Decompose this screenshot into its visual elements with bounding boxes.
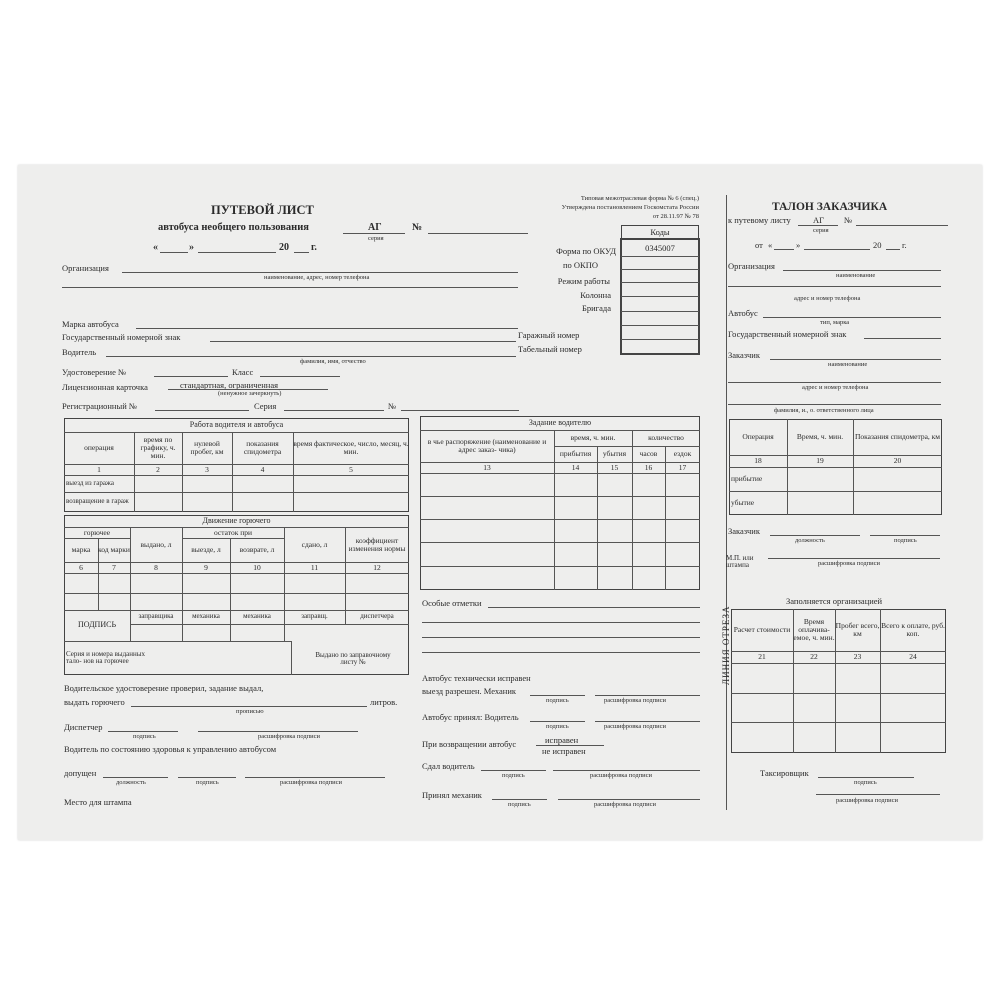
tax-decipher-caption: расшифровка подписи	[836, 797, 899, 804]
task-col-whom: в чье распоряжение (наименование и адрес заказ- чика)	[427, 437, 547, 454]
talon-ops-col-time: Время, ч. мин.	[796, 432, 844, 442]
talon-org-addr-field[interactable]	[728, 286, 941, 287]
date-quote-open: «	[153, 242, 158, 253]
talon-ops-col-speedometer: Показания спидометра, км	[854, 432, 941, 442]
talon-cost-col-paid-time: Время оплачива- емое, ч. мин.	[793, 617, 835, 642]
license-caption: (ненужное зачеркнуть)	[218, 390, 282, 397]
talon-number-field[interactable]	[856, 225, 948, 226]
talon-ops-num-20: 20	[893, 456, 902, 466]
dispatcher-decipher-caption: расшифровка подписи	[258, 733, 321, 740]
handed-sign-caption: подпись	[502, 772, 525, 779]
admitted-label: допущен	[64, 768, 97, 778]
driver-label: Водитель	[62, 347, 97, 357]
task-num-17: 17	[678, 462, 687, 472]
task-col-hours: часов	[639, 449, 658, 459]
talon-from-label: от	[755, 240, 763, 250]
admitted-sign-caption: подпись	[196, 779, 219, 786]
org-caption: наименование, адрес, номер телефона	[264, 274, 370, 281]
plate-label: Государственный номерной знак	[62, 332, 181, 342]
waybill-sheet	[18, 165, 982, 840]
fuel-num-11: 11	[310, 562, 319, 572]
driver-decipher-field[interactable]	[595, 721, 700, 722]
dispatcher-decipher-field[interactable]	[198, 731, 358, 732]
fuel-coupons-label: Серия и номера выданных тало- нов на горючее	[66, 649, 145, 665]
driver-decipher-caption: расшифровка подписи	[604, 723, 667, 730]
on-return-label: При возвращении автобус	[422, 739, 517, 749]
talon-plate-field[interactable]	[864, 338, 941, 339]
handed-driver-label: Сдал водитель	[422, 761, 475, 771]
driver-sign-field[interactable]	[530, 721, 585, 722]
on-return-not-ok: не исправен	[542, 746, 586, 756]
accepted-mechanic-label: Принял механик	[422, 790, 482, 800]
work-num-4: 4	[260, 464, 265, 474]
talon-plate-label: Государственный номерной знак	[728, 329, 847, 339]
brand-label: Марка автобуса	[62, 319, 119, 329]
talon-year: 20	[873, 240, 882, 250]
accepted-decipher-field[interactable]	[558, 799, 700, 800]
fuel-col-coef: коэффициент изменения нормы	[348, 535, 406, 553]
talon-decipher-field[interactable]	[768, 558, 940, 559]
tax-sign-caption: подпись	[854, 779, 877, 786]
tax-decipher-field[interactable]	[816, 794, 940, 795]
talon-cost-num-22: 22	[810, 652, 818, 662]
fuel-num-6: 6	[79, 562, 83, 572]
talon-series-value: АГ	[813, 215, 825, 225]
id-label: Удостоверение №	[62, 367, 127, 377]
okud-value: 0345007	[645, 243, 675, 253]
date-year-field[interactable]	[294, 252, 309, 253]
filled-by-org-label: Заполняется организацией	[786, 596, 883, 606]
admitted-sign-field[interactable]	[178, 777, 236, 778]
dispatcher-sign-field[interactable]	[108, 731, 178, 732]
work-col-schedule: время по графику, ч. мин.	[140, 435, 176, 460]
fuel-num-8: 8	[154, 562, 158, 572]
talon-org-name-caption: наименование	[836, 272, 876, 279]
mechanic-sign-field[interactable]	[530, 695, 585, 696]
task-num-14: 14	[571, 462, 580, 472]
talon-bus-label: Автобус	[728, 308, 758, 318]
fuel-issued-by-sheet: Выдано по заправочному листу №	[315, 650, 391, 666]
task-num-15: 15	[610, 462, 619, 472]
talon-org-field[interactable]	[783, 270, 941, 271]
admitted-position-caption: должность	[116, 779, 146, 786]
talon-cost-num-23: 23	[853, 652, 862, 662]
talon-customer-sign-field[interactable]	[870, 535, 940, 536]
number-label: №	[412, 222, 423, 233]
class-label: Класс	[232, 367, 254, 377]
org-label: Организация	[62, 263, 109, 273]
talon-customer-sign-caption: подпись	[894, 537, 917, 544]
talon-responsible-caption: фамилия, и., о. ответственного лица	[774, 407, 874, 414]
talon-year-field[interactable]	[886, 249, 900, 250]
form-info-line1: Типовая межотраслевая форма № 6 (спец.)	[580, 195, 699, 202]
talon-ops-row-arrival: прибытие	[731, 474, 763, 484]
reg-number-label: №	[388, 401, 397, 411]
fuel-sign-role-3: механика	[243, 612, 271, 621]
talon-year-suffix: г.	[902, 240, 907, 250]
task-num-13: 13	[483, 462, 491, 472]
exit-allowed-label: выезд разрешен. Механик	[422, 686, 517, 696]
talon-bus-field[interactable]	[763, 317, 941, 318]
talon-number-label: №	[844, 215, 853, 225]
talon-customer-addr-field[interactable]	[728, 382, 941, 383]
date-year-suffix: г.	[311, 242, 317, 253]
accepted-decipher-caption: расшифровка подписи	[594, 801, 657, 808]
codes-header: Коды	[650, 227, 670, 237]
dispatcher-label: Диспетчер	[64, 722, 103, 732]
admitted-decipher-caption: расшифровка подписи	[280, 779, 343, 786]
fuel-col-return: возврате, л	[239, 545, 275, 555]
tax-label: Таксировщик	[760, 768, 809, 778]
plate-field[interactable]	[210, 341, 516, 342]
org-field-2[interactable]	[62, 287, 518, 288]
license-label: Лицензионная карточка	[62, 382, 148, 392]
tabel-label: Табельный номер	[518, 344, 582, 354]
mechanic-decipher-caption: расшифровка подписи	[604, 697, 667, 704]
fuel-sign-role-2: механика	[192, 612, 220, 621]
cut-line	[726, 195, 727, 810]
series-caption: серия	[368, 235, 384, 242]
mechanic-decipher-field[interactable]	[595, 695, 700, 696]
special-marks-line-2[interactable]	[422, 622, 700, 623]
org-field[interactable]	[122, 272, 518, 273]
talon-day-field[interactable]	[774, 249, 794, 250]
work-col-operation: операция	[84, 443, 114, 453]
task-col-trips: ездок	[673, 449, 692, 459]
special-marks-label: Особые отметки	[422, 598, 482, 608]
fuel-sign-role-5: диспетчера	[360, 612, 394, 621]
fuel-col-brand: марка	[71, 545, 91, 555]
task-num-16: 16	[644, 462, 653, 472]
talon-decipher-caption: расшифровка подписи	[818, 560, 881, 567]
okpo-label: по ОКПО	[562, 260, 598, 270]
talon-customer-addr-caption: адрес и номер телефона	[802, 384, 869, 391]
fuel-caption: прописью	[236, 708, 264, 715]
work-col-speedometer: показания спидометра	[243, 439, 282, 456]
talon-quote-close: »	[796, 240, 801, 250]
work-num-2: 2	[156, 464, 160, 474]
task-table-title: Задание водителю	[528, 417, 592, 427]
talon-cost-num-21: 21	[758, 652, 766, 662]
fuel-sign-role-1: заправщика	[138, 612, 174, 621]
talon-customer-field[interactable]	[770, 359, 941, 360]
number-field[interactable]	[428, 233, 528, 234]
brigade-label: Бригада	[581, 303, 611, 313]
accepted-sign-caption: подпись	[508, 801, 531, 808]
fuel-col-fuel: горючее	[83, 527, 111, 537]
on-return-ok: исправен	[545, 735, 579, 745]
driver-sign-caption: подпись	[546, 723, 569, 730]
task-col-qty: количество	[648, 433, 684, 443]
fuel-units: литров.	[370, 697, 398, 707]
special-marks-line-3[interactable]	[422, 637, 700, 638]
talon-ops-row-departure: убытие	[731, 498, 755, 508]
special-marks-line-4[interactable]	[422, 652, 700, 653]
talon-quote-open: «	[768, 240, 773, 250]
handed-decipher-field[interactable]	[553, 770, 700, 771]
health-line: Водитель по состоянию здоровья к управлению автобусом	[64, 744, 277, 754]
accepted-sign-field[interactable]	[492, 799, 547, 800]
fuel-num-10: 10	[253, 562, 261, 572]
okud-label: Форма по ОКУД	[556, 246, 616, 256]
special-marks-field[interactable]	[488, 607, 700, 608]
class-field[interactable]	[260, 376, 340, 377]
fuel-issue-line: выдать горючего	[64, 697, 125, 707]
talon-ops-num-18: 18	[754, 456, 762, 466]
work-col-actual-time: время фактическое, число, месяц, ч. мин.	[293, 439, 409, 456]
handed-decipher-caption: расшифровка подписи	[590, 772, 653, 779]
work-num-1: 1	[97, 464, 101, 474]
date-year: 20	[279, 242, 289, 253]
work-table-title: Работа водителя и автобуса	[189, 419, 284, 429]
fuel-col-handed: сдано, л	[301, 539, 328, 549]
talon-cost-col-calc: Расчет стоимости	[733, 625, 791, 635]
fuel-num-12: 12	[373, 562, 381, 572]
talon-customer-position-field[interactable]	[770, 535, 860, 536]
talon-cost-col-total: Всего к оплате, руб. коп.	[881, 621, 945, 638]
talon-customer-sign-label: Заказчик	[728, 526, 760, 536]
on-return-divider	[536, 745, 604, 746]
form-info-line3: от 28.11.97 № 78	[652, 213, 699, 220]
talon-series-caption: серия	[813, 227, 829, 234]
talon-ops-col-operation: Операция	[742, 432, 774, 442]
talon-customer-caption: наименование	[828, 361, 868, 368]
talon-customer-label: Заказчик	[728, 350, 760, 360]
talon-org-label: Организация	[728, 261, 775, 271]
work-row-return: возвращение в гараж	[66, 497, 129, 506]
work-row-exit: выезд из гаража	[66, 478, 114, 487]
talon-month-field[interactable]	[804, 249, 870, 250]
column-label: Колонна	[580, 290, 611, 300]
date-month-field[interactable]	[198, 252, 276, 253]
driver-field[interactable]	[106, 356, 516, 357]
task-col-time: время, ч. мин.	[570, 433, 616, 443]
series-value: АГ	[368, 222, 382, 233]
task-col-departure: убытия	[602, 449, 627, 459]
cut-line-label: ЛИНИЯ ОТРЕЗА	[721, 605, 731, 685]
form-title: ПУТЕВОЙ ЛИСТ	[211, 203, 314, 217]
regime-label: Режим работы	[557, 276, 610, 286]
work-col-zero-mileage: нулевой пробег, км	[190, 439, 224, 456]
reg-field[interactable]	[155, 410, 249, 411]
talon-title: ТАЛОН ЗАКАЗЧИКА	[772, 201, 888, 213]
talon-ops-num-19: 19	[816, 456, 824, 466]
fuel-col-exit: выезде, л	[191, 545, 221, 555]
form-info-line2: Утверждена постановлением Госкомстата России	[561, 204, 699, 211]
reg-series-label: Серия	[254, 401, 277, 411]
work-num-5: 5	[349, 464, 353, 474]
mechanic-sign-caption: подпись	[546, 697, 569, 704]
fuel-issue-field[interactable]	[131, 706, 367, 707]
talon-series-field[interactable]	[798, 225, 838, 226]
stamp-label: Место для штампа	[64, 797, 132, 807]
task-col-arrival: прибытия	[559, 449, 592, 459]
fuel-col-remainder: остаток при	[214, 527, 252, 537]
tax-sign-field[interactable]	[818, 777, 914, 778]
talon-responsible-field[interactable]	[728, 404, 941, 405]
fuel-col-code: код марки	[98, 545, 130, 555]
brand-field[interactable]	[136, 328, 518, 329]
fuel-sign-role-4: заправщ.	[301, 612, 328, 621]
fuel-col-issued: выдано, л	[140, 539, 172, 549]
admitted-position-field[interactable]	[103, 777, 168, 778]
fuel-table-title: Движение горючего	[202, 515, 271, 525]
bus-accepted-label: Автобус принял: Водитель	[422, 712, 519, 722]
talon-customer-position-caption: должность	[795, 537, 825, 544]
fuel-sign-label: ПОДПИСЬ	[77, 620, 117, 630]
series-field[interactable]	[343, 233, 405, 234]
driver-caption: фамилия, имя, отчество	[300, 358, 366, 365]
work-num-3: 3	[205, 464, 209, 474]
date-day-field[interactable]	[160, 252, 188, 253]
fuel-num-9: 9	[204, 562, 208, 572]
reg-number-field[interactable]	[401, 410, 519, 411]
license-value: стандартная, ограниченная	[180, 380, 279, 390]
talon-mp-label: М.П. или штампа	[726, 553, 754, 569]
talon-cost-num-24: 24	[909, 652, 917, 662]
reg-label: Регистрационный №	[62, 401, 137, 411]
talon-bus-caption: тип, марка	[820, 319, 850, 326]
form-subtitle: автобуса необщего пользования	[158, 222, 309, 233]
id-field[interactable]	[154, 376, 228, 377]
reg-series-field[interactable]	[284, 410, 384, 411]
tech-ok-line: Автобус технически исправен	[422, 673, 531, 683]
garage-label: Гаражный номер	[518, 330, 580, 340]
talon-org-addr-caption: адрес и номер телефона	[794, 295, 861, 302]
fuel-num-7: 7	[112, 562, 116, 572]
check-line: Водительское удостоверение проверил, задание выдал,	[64, 683, 264, 693]
admitted-decipher-field[interactable]	[245, 777, 385, 778]
talon-cost-col-mileage: Пробег всего, км	[835, 621, 880, 638]
date-quote-close: »	[189, 242, 194, 253]
dispatcher-sign-caption: подпись	[133, 733, 156, 740]
handed-sign-field[interactable]	[481, 770, 546, 771]
talon-to-sheet: к путевому листу	[728, 215, 791, 225]
